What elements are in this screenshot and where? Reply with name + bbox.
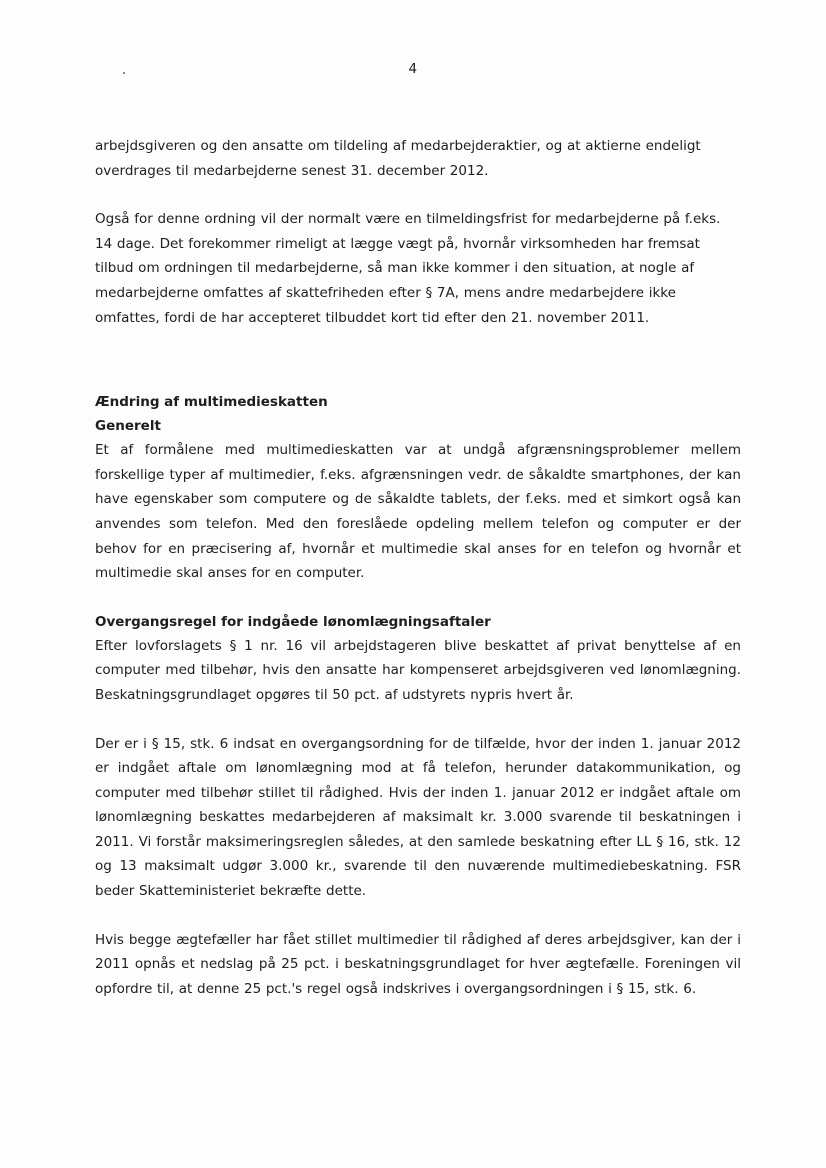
paragraph-general: Et af formålene med multimedieskatten var at undgå afgrænsningsproblemer mellem forskellige typer af multimedier, f.eks. afgrænsningen vedr. de såkaldte smartphones, der kan have egenskaber som computere og de såkaldte tablets, der f.eks. med et simkort også kan anvendes som telefon. Med den foreslåede opdeling mellem telefon og computer er der behov for en præcisering af, hvornår et multimedie skal anses for en telefon og hvornår et multimedie skal anses for en computer. xyxy=(95,442,741,582)
paragraph-registration-deadline: Også for denne ordning vil der normalt være en tilmeldingsfrist for medarbejderne på f.eks. 14 dage. Det forekommer rimeligt at lægge vægt på, hvornår virksomheden har fremsat tilbud om ordningen til medarbejderne, så man ikke kommer i den situation, at nogle af medarbejderne omfattes af skattefriheden efter § 7A, mens andre medarbejdere ikke omfattes, fordi de har accepteret tilbuddet kort tid efter den 21. november 2011. xyxy=(95,211,721,326)
section-subheading: Generelt xyxy=(95,418,161,435)
section-heading: Overgangsregel for indgåede lønomlægningsaftaler xyxy=(95,613,491,630)
paragraph-continuation: arbejdsgiveren og den ansatte om tildeling af medarbejderaktier, og at aktierne endeligt overdrages til medarbejderne senest 31. december 2012. xyxy=(95,138,701,179)
section-multimedia-tax xyxy=(95,390,741,586)
paragraph-bill-section: Efter lovforslagets § 1 nr. 16 vil arbejdstageren blive beskattet af privat benyttelse af en computer med tilbehør, hvis den ansatte har kompenseret arbejdsgiveren ved lønomlægning. Beskatningsgrundlaget opgøres til 50 pct. af udstyrets nypris hvert år. xyxy=(95,637,741,703)
section-transition-rule xyxy=(95,610,741,1002)
section-heading: Ændring af multimedieskatten xyxy=(95,394,328,411)
paragraph-transition-arrangement: Der er i § 15, stk. 6 indsat en overgangsordning for de tilfælde, hvor der inden 1. januar 2012 er indgået aftale om lønomlægning mod at få telefon, herunder datakommunikation, og computer med tilbehør stillet til rådighed. Hvis der inden 1. januar 2012 er indgået aftale om lønomlægning beskattes medarbejderen af maksimalt kr. 3.000 svarende til beskatningen i 2011. Vi forstår maksimeringsreglen således, at den samlede beskatning efter LL § 16, stk. 12 og 13 maksimalt udgør 3.000 kr., svarende til den nuværende multimediebeskatning. FSR beder Skatteministeriet bekræfte dette. xyxy=(95,735,741,900)
paragraph-spouses: Hvis begge ægtefæller har fået stillet multimedier til rådighed af deres arbejdsgiver, kan der i 2011 opnås et nedslag på 25 pct. i beskatningsgrundlaget for hver ægtefælle. Foreningen vil opfordre til, at denne 25 pct.'s regel også indskrives i overgangsordningen i § 15, stk. 6. xyxy=(95,931,741,997)
document-body xyxy=(95,134,741,1001)
page-number: 4 xyxy=(408,61,418,77)
